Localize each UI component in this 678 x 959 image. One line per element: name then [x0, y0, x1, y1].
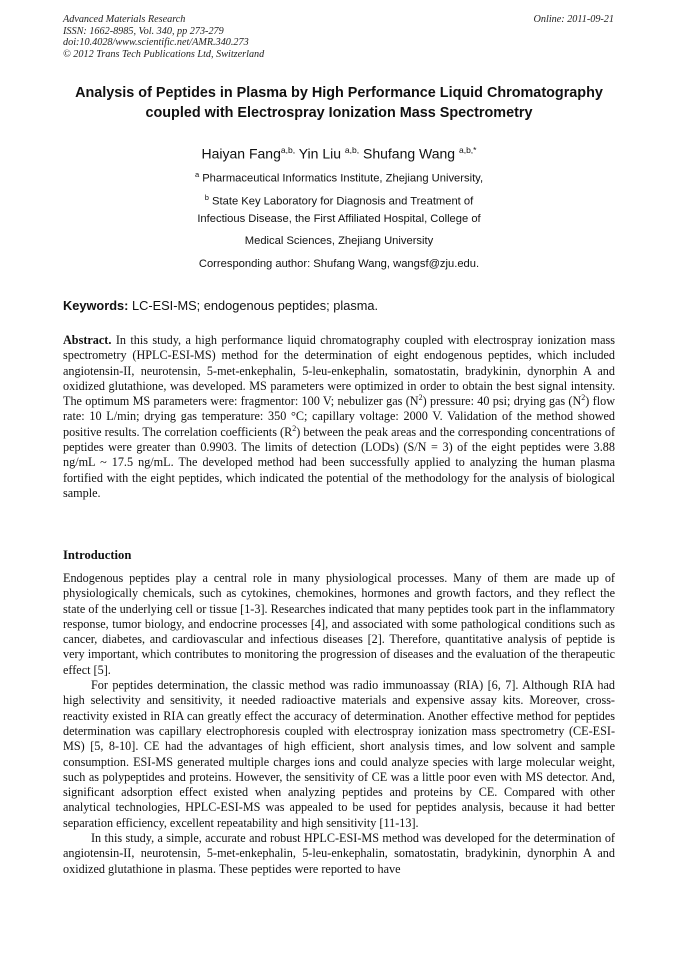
- affiliation-b-line2: Infectious Disease, the First Affiliated Hospital, College of: [197, 213, 481, 225]
- journal-name: Advanced Materials Research: [63, 14, 186, 25]
- paper-title: Analysis of Peptides in Plasma by High Performance Liquid Chromatography coupled with Electrospray Ionization Mass Spectrometry: [75, 85, 603, 121]
- journal-header: [63, 14, 264, 60]
- author-name: Shufang Wang: [362, 145, 456, 162]
- author-affil-mark: a,b,*: [458, 145, 477, 155]
- author-name: Haiyan Fang: [201, 145, 281, 162]
- affiliation-b-line3: Medical Sciences, Zhejiang University: [244, 235, 434, 247]
- author-name: Yin Liu: [298, 145, 342, 162]
- copyright-line: © 2012 Trans Tech Publications Ltd, Switzerland: [63, 48, 265, 60]
- keywords-text: LC-ESI-MS; endogenous peptides; plasma.: [131, 298, 379, 313]
- doi-line: doi:10.4028/www.scientific.net/AMR.340.273: [63, 37, 249, 49]
- affiliation-a: $^a$ Pharmaceutical Informatics Institute, Zhejiang University,: [194, 170, 484, 185]
- abstract-paragraph: Abstract. In this study, a high performance liquid chromatography coupled with electrospray ionization mass spectrometry (HPLC-ESI-MS) method for the determination of eight endogenous peptides, which included angiotensin-II, neurotensin, 5-met-enkephalin, 5-leu-enkephalin, somatostatin, bradykinin, dynorphin A and oxidized glutathione, was developed. MS parameters were optimized in order to obtain the best signal intensity. The optimum MS parameters were: fragmentor: 100 V; nebulizer gas $(N^2)$ pressure: 40 psi; drying gas $(N^2)$ flow rate: 10 L/min; drying gas temperature: 350 °C; capillary voltage: 2000 V. Validation of the method showed positive results. The correlation coefficients $(R^2)$ between the peak areas and the corresponding concentrations of peptides were greater than 0.9903. The limits of detection (LODs) (S/N = 3) of the eight peptides were 3.88 ng/mL ~ 17.5 ng/mL. The developed method had been successfully applied to analyzing the human plasma fortified with the eight peptides, which indicated the potential of the methodology for the analysis of biological sample.: [63, 333, 616, 500]
- intro-paragraph-1: Endogenous peptides play a central role in many physiological processes. Many of them are made up of physiologically chemicals, such as cytokines, chemokines, hormones and growth factors, and they reflect the state of the underlying cell or tissue [1-3]. Researches indicated that many peptides took part in the inflammatory response, tumor biology, and endocrine processes [4], and associated with some pathological conditions such as cancer, diabetes, and cardiovascular and infectious diseases [2]. Therefore, quantitative analysis of peptide is very important, which contributes to monitoring the progression of diseases and the evaluation of the therapeutic effect [5].: [63, 571, 615, 677]
- keywords-label: Keywords:: [63, 298, 129, 313]
- introduction-body: [63, 571, 615, 877]
- introduction-heading: Introduction: [63, 548, 132, 562]
- corresponding-author: Corresponding author: Shufang Wang, wangsf@zju.edu.: [198, 258, 480, 270]
- author-affil-mark: a,b,: [280, 145, 296, 155]
- keywords-line: [63, 298, 378, 313]
- author-affil-mark: a,b,: [344, 145, 360, 155]
- affiliation-b-line1: $^b$ State Key Laboratory for Diagnosis and Treatment of: [204, 193, 474, 208]
- intro-paragraph-3: In this study, a simple, accurate and robust HPLC-ESI-MS method was developed for the determination of angiotensin-II, neurotensin, 5-met-enkephalin, 5-leu-enkephalin, somatostatin, bradykinin, dynorphin A and oxidized glutathione in plasma. These peptides were reported to have: [63, 831, 615, 876]
- author-list: [63, 145, 615, 162]
- issn-line: ISSN: 1662-8985, Vol. 340, pp 273-279: [63, 25, 224, 37]
- intro-paragraph-2: For peptides determination, the classic method was radio immunoassay (RIA) [6, 7]. Although RIA had high selectivity and sensitivity, it needed radioactive materials and expensive assay kits. Moreover, cross-reactivity existed in RIA can greatly effect the accuracy of determination. Another effective method for peptides determination was capillary electrophoresis coupled with electrospray ionization mass spectrometry (CE-ESI-MS) [5, 8-10]. CE had the advantages of high efficient, short analysis times, and low solvent and sample consumption. ESI-MS generated multiple charges ions and could analyze species with large molecular weight, such as polypeptides and proteins. However, the sensitivity of CE was a little poor even with MS detector. And, significant adsorption effect existed when analyzing peptides and proteins by CE. Compared with other analytical technologies, HPLC-ESI-MS was appealed to be used for peptides analysis, because it had better separation efficiency, excellent repeatability and high sensitivity [11-13].: [63, 678, 615, 830]
- online-date: Online: 2011-09-21: [533, 14, 614, 25]
- abstract-label: Abstract.: [63, 333, 112, 347]
